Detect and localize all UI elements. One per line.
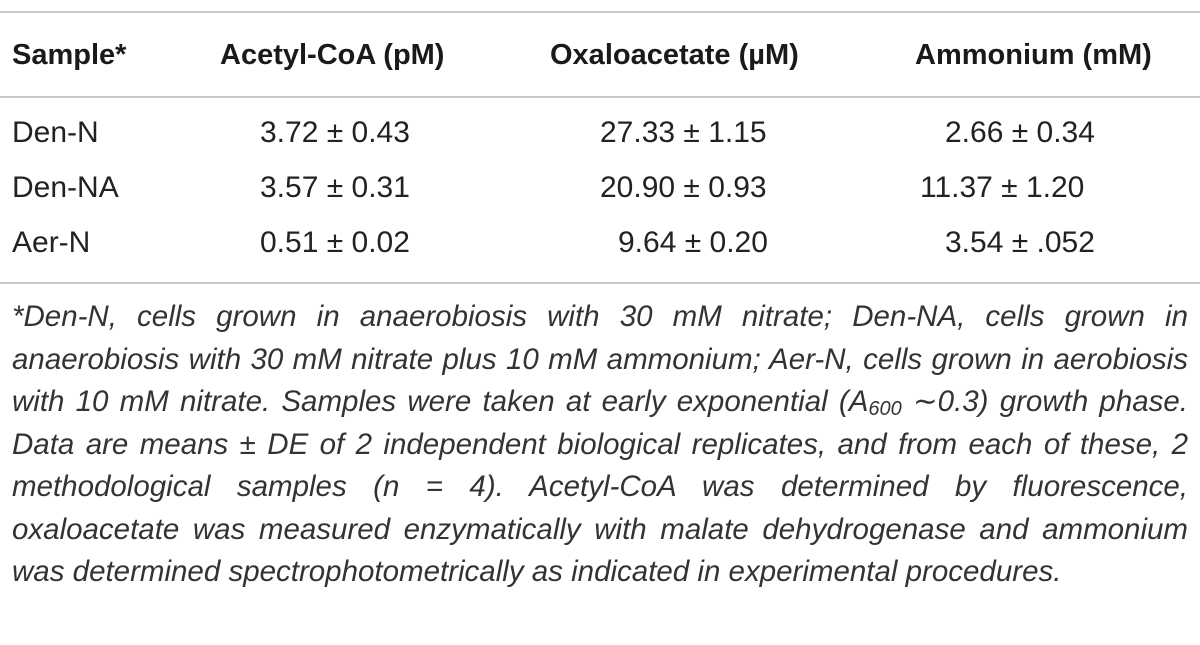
table-header-rule: [0, 96, 1200, 98]
ammonium-cell: 11.37 ± 1.20: [920, 171, 1085, 204]
ammonium-cell: 2.66 ± 0.34: [945, 116, 1095, 149]
footnote-text-part1: *Den-N, cells grown in anaerobiosis with 30 mM nitrate; Den-NA, cells grown in anaerobiosis with 30 mM nitrate plus 10 mM ammonium; Aer-N, cells grown in aerobiosis with 10 mM nitrate. Samples were taken at early exponential (A: [12, 300, 1188, 418]
sample-cell: Den-N: [12, 116, 99, 149]
oxaloacetate-cell: 27.33 ± 1.15: [600, 116, 767, 149]
sample-cell: Den-NA: [12, 171, 119, 204]
table-footnote: [12, 296, 1188, 594]
header-sample: Sample*: [12, 39, 127, 71]
acetyl-coa-cell: 3.57 ± 0.31: [260, 171, 410, 204]
oxaloacetate-cell: 20.90 ± 0.93: [600, 171, 767, 204]
header-oxaloacetate: Oxaloacetate (µM): [550, 39, 799, 71]
oxaloacetate-cell: 9.64 ± 0.20: [618, 226, 768, 259]
acetyl-coa-cell: 0.51 ± 0.02: [260, 226, 410, 259]
table-bottom-rule: [0, 282, 1200, 284]
footnote-subscript: 600: [868, 398, 902, 420]
header-ammonium: Ammonium (mM): [915, 39, 1152, 71]
footnote-text-part2: ∼0.3) growth phase. Data are means ± DE of 2 independent biological replicates, and from each of these, 2 methodological samples (n = 4). Acetyl-CoA was determined by fluorescence, oxaloacetate was measured enzymatically with malate dehydrogenase and ammonium was determined spectrophotometrically as indicated in experimental procedures.: [12, 385, 1188, 588]
header-acetyl-coa: Acetyl-CoA (pM): [220, 39, 445, 71]
sample-cell: Aer-N: [12, 226, 91, 259]
table-top-rule: [0, 11, 1200, 13]
ammonium-cell: 3.54 ± .052: [945, 226, 1095, 259]
acetyl-coa-cell: 3.72 ± 0.43: [260, 116, 410, 149]
